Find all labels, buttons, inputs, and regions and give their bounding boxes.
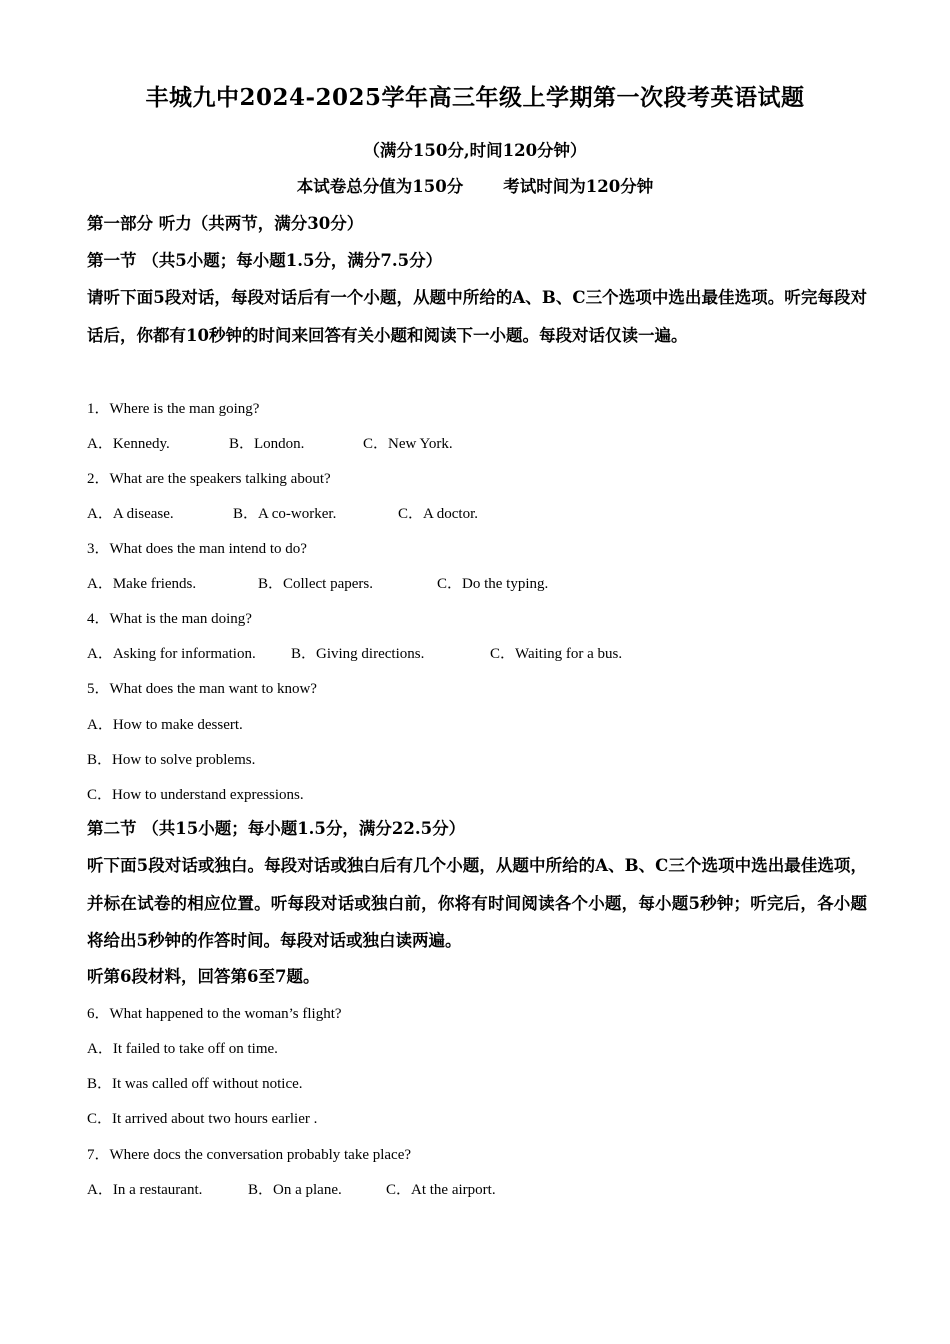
question-6-option-b[interactable]: B．It was called off without notice. [87,1076,303,1092]
question-6-stem: 6．What happened to the woman’s flight? [87,1006,342,1022]
score-time-note: （满分150分,时间120分钟） [363,141,587,160]
question-2-option-b[interactable]: B．A co-worker. [233,506,337,522]
total-score-text: 本试卷总分值为150分 [296,177,464,196]
question-1-stem: 1．Where is the man going? [87,401,260,417]
section1-instructions: 请听下面5段对话，每段对话后有一个小题，从题中所给的A、B、C三个选项中选出最佳选项。听完每段对话后，你都有10秒钟的时间来回答有关小题和阅读下一小题。每段对话仅读一遍。 [87,288,867,345]
question-1-option-c[interactable]: C．New York. [363,436,453,452]
question-1-option-a[interactable]: A．Kennedy. [87,436,170,452]
question-3-stem: 3．What does the man intend to do? [87,541,307,557]
material-6-heading: 听第6段材料，回答第6至7题。 [87,967,320,986]
question-6-option-a[interactable]: A．It failed to take off on time. [87,1041,278,1057]
section1-heading: 第一节 （共5小题；每小题1.5分，满分7.5分） [87,251,443,270]
question-3-option-b[interactable]: B．Collect papers. [258,576,373,592]
score-time-line [0,175,950,199]
section2-heading: 第二节 （共15小题；每小题1.5分，满分22.5分） [87,819,466,838]
question-3-option-a[interactable]: A．Make friends. [87,576,197,592]
question-7-option-a[interactable]: A．In a restaurant. [87,1182,203,1198]
question-3-option-c[interactable]: C．Do the typing. [437,576,549,592]
question-1-option-b[interactable]: B．London. [229,436,305,452]
question-7-option-b[interactable]: B．On a plane. [248,1182,342,1198]
question-6-option-c[interactable]: C．It arrived about two hours earlier . [87,1111,318,1127]
question-2-stem: 2．What are the speakers talking about? [87,471,331,487]
question-2-option-a[interactable]: A．A disease. [87,506,174,522]
question-5-option-b[interactable]: B．How to solve problems. [87,752,256,768]
question-4-option-c[interactable]: C．Waiting for a bus. [490,646,623,662]
question-4-stem: 4．What is the man doing? [87,611,252,627]
exam-time-text: 考试时间为120分钟 [503,177,654,196]
question-4-option-b[interactable]: B．Giving directions. [291,646,425,662]
exam-title: 丰城九中2024-2025学年高三年级上学期第一次段考英语试题 [145,84,805,111]
question-2-option-c[interactable]: C．A doctor. [398,506,479,522]
question-5-option-a[interactable]: A．How to make dessert. [87,717,243,733]
question-4-option-a[interactable]: A．Asking for information. [87,646,256,662]
part1-heading: 第一部分 听力（共两节，满分30分） [87,214,364,233]
question-5-stem: 5．What does the man want to know? [87,681,317,697]
question-7-option-c[interactable]: C．At the airport. [386,1182,496,1198]
question-5-option-c[interactable]: C．How to understand expressions. [87,787,304,803]
question-7-stem: 7．Where docs the conversation probably take place? [87,1147,412,1163]
section2-instructions: 听下面5段对话或独白。每段对话或独白后有几个小题，从题中所给的A、B、C三个选项中选出最佳选项，并标在试卷的相应位置。听每段对话或独白前，你将有时间阅读各个小题，每小题5秒钟；听完后，各小题将给出5秒钟的作答时间。每段对话或独白读两遍。 [87,856,867,950]
